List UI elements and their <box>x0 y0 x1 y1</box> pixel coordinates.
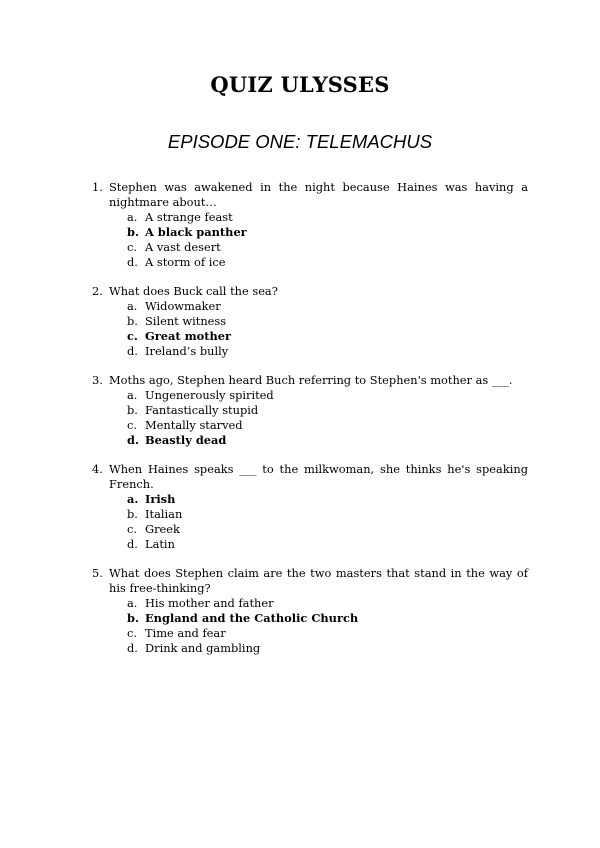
question-2 <box>0 284 600 359</box>
answer-option <box>0 255 600 270</box>
answer-option <box>0 522 600 537</box>
answer-option <box>0 240 600 255</box>
question-number: 3. <box>92 373 103 387</box>
question-number: 4. <box>92 462 103 476</box>
option-text: Irish <box>145 492 176 506</box>
answer-option <box>0 388 600 403</box>
answer-option <box>0 210 600 225</box>
option-letter: c. <box>127 522 138 536</box>
question-number: 5. <box>92 566 103 580</box>
answer-option-correct <box>0 225 600 240</box>
page-title: QUIZ ULYSSES <box>210 72 390 97</box>
option-text: Latin <box>145 537 175 551</box>
question-text: Moths ago, Stephen heard Buch referring to Stephen's mother as ___. <box>109 373 513 387</box>
episode-subtitle: EPISODE ONE: TELEMACHUS <box>167 131 433 152</box>
question-text: What does Buck call the sea? <box>109 284 278 298</box>
answer-option-correct <box>0 433 600 448</box>
answer-option <box>0 344 600 359</box>
option-text: Fantastically stupid <box>145 403 259 417</box>
option-letter: a. <box>127 210 138 224</box>
answer-option-correct <box>0 492 600 507</box>
answer-option <box>0 403 600 418</box>
option-text: A storm of ice <box>145 255 226 269</box>
option-text: Greek <box>145 522 180 536</box>
option-letter: c. <box>127 418 138 432</box>
answer-option <box>0 596 600 611</box>
option-text: Italian <box>145 507 183 521</box>
option-letter: b. <box>127 611 139 625</box>
option-text: Great mother <box>145 329 232 343</box>
option-letter: b. <box>127 314 138 328</box>
answer-option-correct <box>0 329 600 344</box>
option-text: Time and fear <box>145 626 226 640</box>
question-list <box>0 180 600 670</box>
question-text: What does Stephen claim are the two masters that stand in the way of his free-thinking? <box>109 566 528 595</box>
question-5 <box>0 566 600 656</box>
option-letter: c. <box>127 626 138 640</box>
question-4 <box>0 462 600 552</box>
option-text: A vast desert <box>145 240 221 254</box>
option-letter: d. <box>127 433 139 447</box>
question-number: 1. <box>92 180 103 194</box>
question-number: 2. <box>92 284 103 298</box>
option-letter: d. <box>127 255 138 269</box>
answer-option <box>0 626 600 641</box>
answer-option <box>0 641 600 656</box>
option-letter: b. <box>127 403 138 417</box>
option-letter: c. <box>127 329 138 343</box>
question-text: Stephen was awakened in the night because Haines was having a nightmare about… <box>109 180 528 209</box>
answer-option <box>0 299 600 314</box>
question-3 <box>0 373 600 448</box>
option-letter: d. <box>127 537 138 551</box>
option-letter: a. <box>127 388 138 402</box>
answer-option-correct <box>0 611 600 626</box>
answer-option <box>0 418 600 433</box>
option-text: Mentally starved <box>145 418 243 432</box>
option-text: His mother and father <box>145 596 274 610</box>
answer-option <box>0 537 600 552</box>
option-text: Drink and gambling <box>145 641 261 655</box>
option-text: A strange feast <box>145 210 233 224</box>
option-letter: d. <box>127 344 138 358</box>
option-text: A black panther <box>145 225 247 239</box>
option-text: Beastly dead <box>145 433 227 447</box>
option-letter: d. <box>127 641 138 655</box>
option-letter: c. <box>127 240 138 254</box>
question-1 <box>0 180 600 270</box>
option-text: Silent witness <box>145 314 227 328</box>
option-letter: a. <box>127 299 138 313</box>
question-text: When Haines speaks ___ to the milkwoman, she thinks he's speaking French. <box>109 462 528 491</box>
option-letter: b. <box>127 225 139 239</box>
answer-option <box>0 314 600 329</box>
option-letter: b. <box>127 507 138 521</box>
option-letter: a. <box>127 492 139 506</box>
answer-option <box>0 507 600 522</box>
option-text: Ungenerously spirited <box>145 388 274 402</box>
option-text: Ireland’s bully <box>145 344 229 358</box>
option-letter: a. <box>127 596 138 610</box>
option-text: Widowmaker <box>145 299 221 313</box>
option-text: England and the Catholic Church <box>145 611 359 625</box>
